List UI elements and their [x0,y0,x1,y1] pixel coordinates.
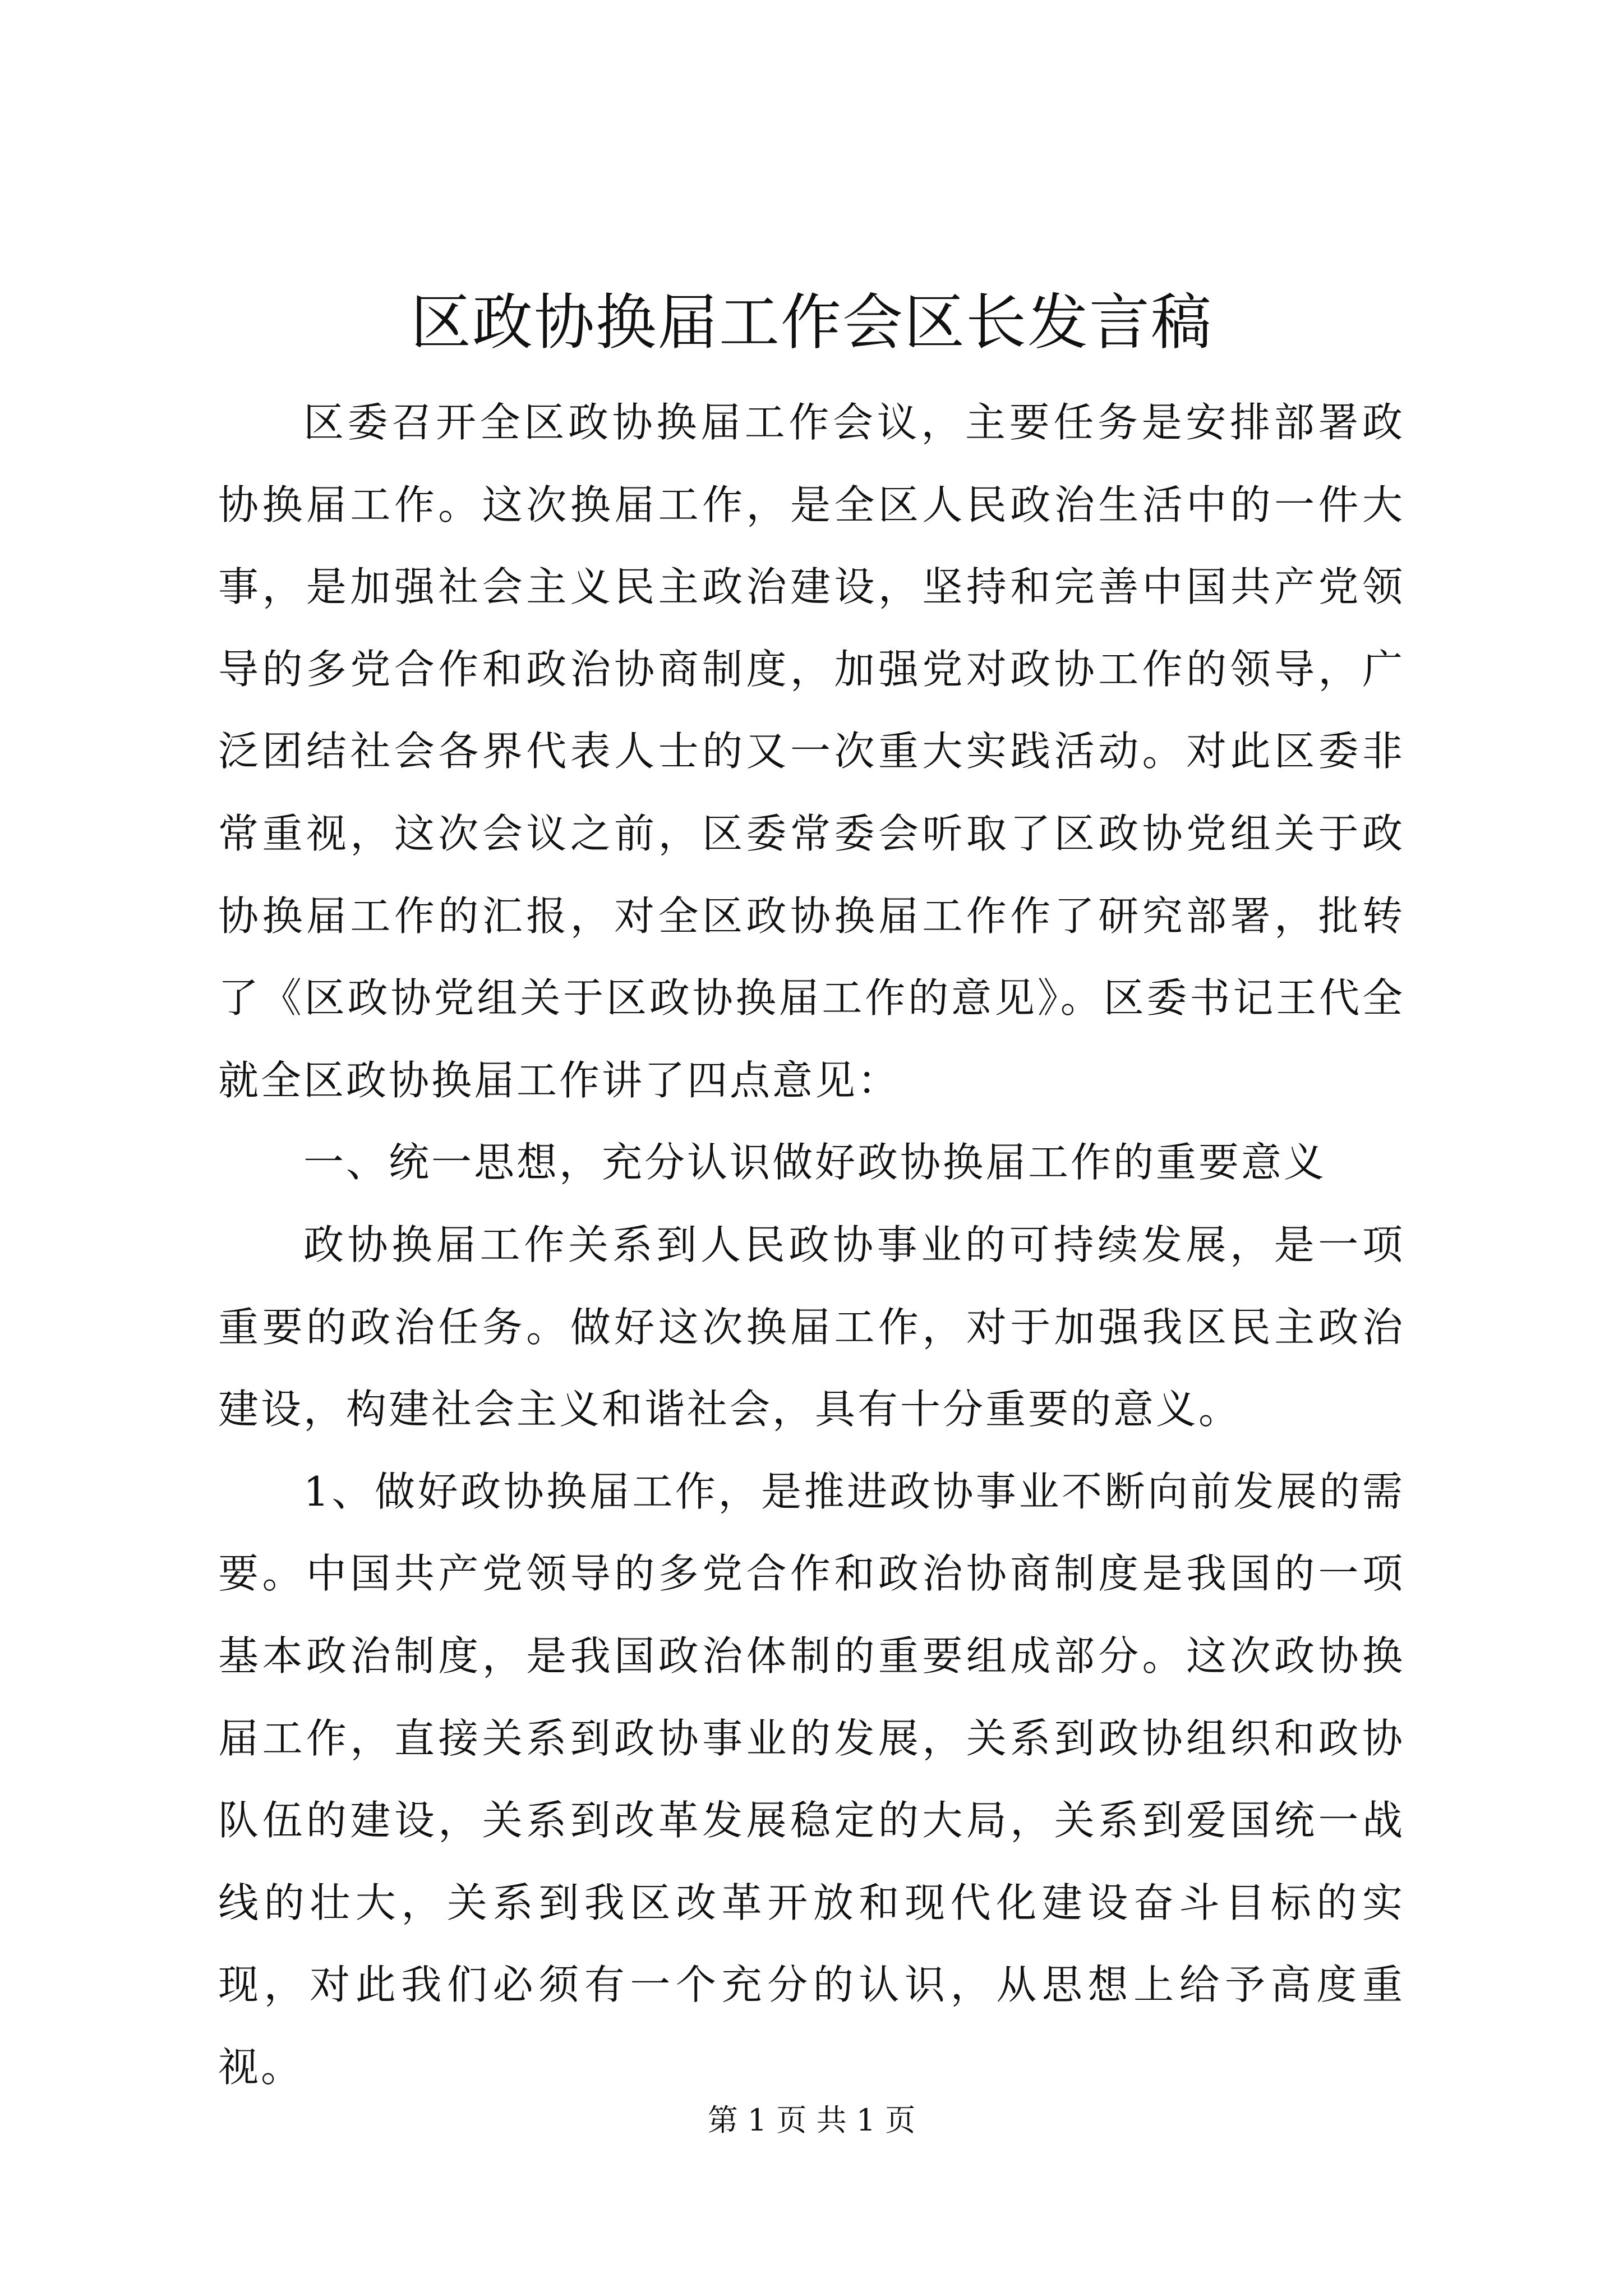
page-footer: 第 1 页 共 1 页 [707,2102,916,2138]
paragraph-point-1: 1、做好政协换届工作，是推进政协事业不断向前发展的需要。中国共产党领导的多党合作和政治协商制度是我国的一项基本政治制度，是我国政治体制的重要组成部分。这次政协换届工作，直接关系到政协事业的发展，关系到政协组织和政协队伍的建设，关系到改革发展稳定的大局，关系到爱国统一战线的壮大，关系到我区改革开放和现代化建设奋斗目标的实现，对此我们必须有一个充分的认识，从思想上给予高度重视。 [218,1467,1405,2091]
section-heading-1: 一、统一思想，充分认识做好政协换届工作的重要意义 [303,1139,1327,1186]
document-title: 区政协换届工作会区长发言稿 [410,288,1212,358]
paragraph-section-1: 政协换届工作关系到人民政协事业的可持续发展，是一项重要的政治任务。做好这次换届工作，对于加强我区民主政治建设，构建社会主义和谐社会，具有十分重要的意义。 [218,1221,1405,1433]
document-body [218,381,1405,2108]
paragraph-intro: 区委召开全区政协换届工作会议，主要任务是安排部署政协换届工作。这次换届工作，是全区人民政治生活中的一件大事，是加强社会主义民主政治建设，坚持和完善中国共产党领导的多党合作和政治协商制度，加强党对政协工作的领导，广泛团结社会各界代表人士的又一次重大实践活动。对此区委非常重视，这次会议之前，区委常委会听取了区政协党组关于政协换届工作的汇报，对全区政协换届工作作了研究部署，批转了《区政协党组关于区政协换届工作的意见》。区委书记王代全就全区政协换届工作讲了四点意见： [218,399,1405,1104]
